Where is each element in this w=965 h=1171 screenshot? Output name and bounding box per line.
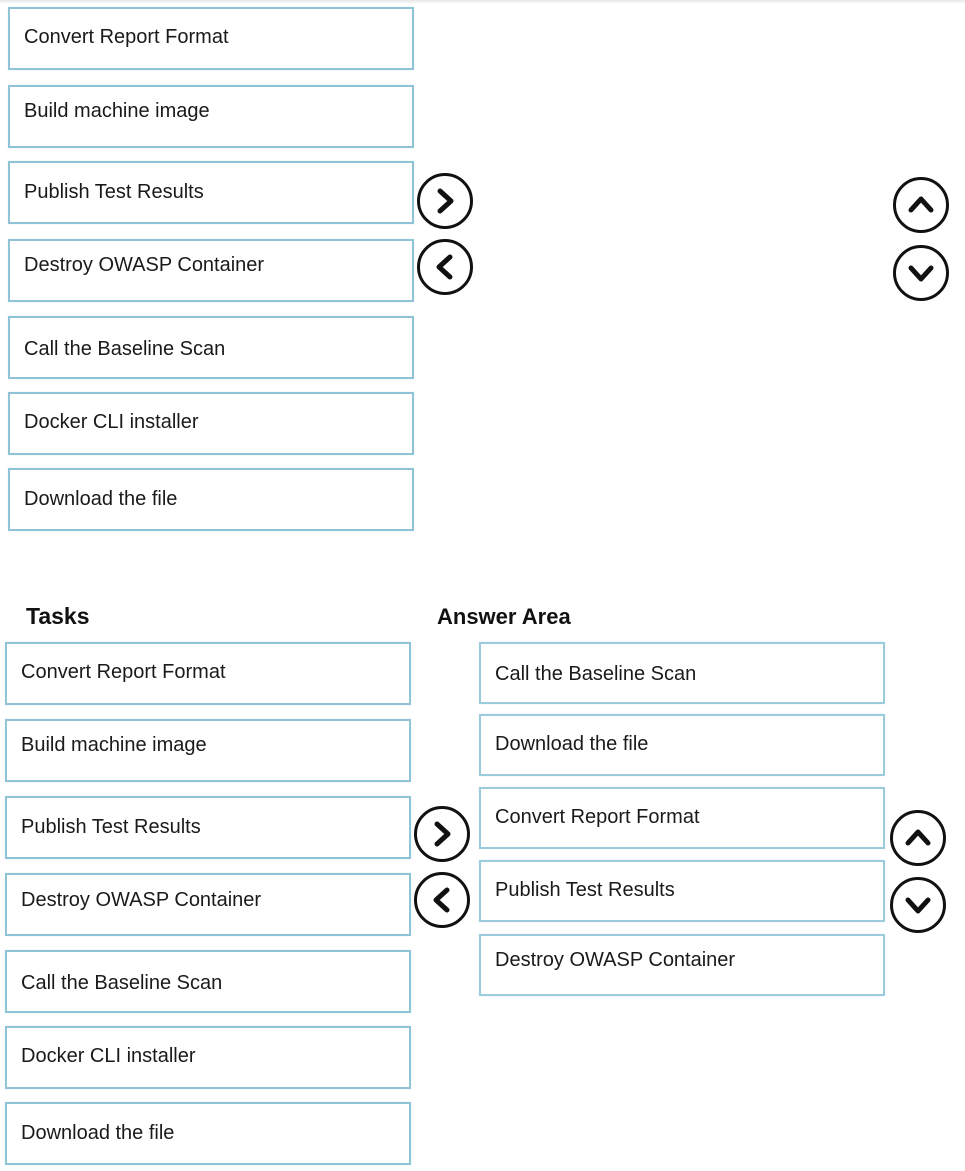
task-label: Download the file bbox=[21, 1122, 175, 1144]
move-right-button[interactable] bbox=[414, 806, 470, 862]
move-up-button[interactable] bbox=[893, 177, 949, 233]
task-item[interactable] bbox=[5, 719, 411, 782]
answer-label: Call the Baseline Scan bbox=[495, 663, 697, 685]
chevron-right-icon bbox=[417, 809, 467, 859]
answer-label: Destroy OWASP Container bbox=[495, 949, 736, 971]
top-edge-shade bbox=[0, 0, 965, 4]
move-up-button[interactable] bbox=[890, 810, 946, 866]
task-item[interactable] bbox=[8, 7, 414, 70]
task-item[interactable] bbox=[8, 85, 414, 148]
task-label: Call the Baseline Scan bbox=[24, 338, 226, 360]
task-item[interactable] bbox=[8, 161, 414, 224]
task-label: Docker CLI installer bbox=[21, 1045, 196, 1067]
answer-item[interactable] bbox=[479, 787, 885, 849]
task-item[interactable] bbox=[8, 392, 414, 455]
task-label: Call the Baseline Scan bbox=[21, 972, 223, 994]
task-item[interactable] bbox=[8, 316, 414, 379]
task-label: Convert Report Format bbox=[24, 26, 229, 48]
task-label: Convert Report Format bbox=[21, 661, 226, 683]
answer-item[interactable] bbox=[479, 714, 885, 776]
task-item[interactable] bbox=[8, 239, 414, 302]
chevron-up-icon bbox=[893, 813, 943, 863]
answer-item[interactable] bbox=[479, 934, 885, 996]
task-label: Publish Test Results bbox=[21, 816, 201, 838]
task-item[interactable] bbox=[5, 1026, 411, 1089]
chevron-down-icon bbox=[893, 880, 943, 930]
chevron-left-icon bbox=[420, 242, 470, 292]
task-label: Build machine image bbox=[21, 734, 207, 756]
move-down-button[interactable] bbox=[893, 245, 949, 301]
task-label: Docker CLI installer bbox=[24, 411, 199, 433]
answer-area-heading: Answer Area bbox=[437, 604, 571, 629]
task-item[interactable] bbox=[5, 796, 411, 859]
chevron-right-icon bbox=[420, 176, 470, 226]
move-left-button[interactable] bbox=[414, 872, 470, 928]
task-item[interactable] bbox=[5, 950, 411, 1013]
chevron-left-icon bbox=[417, 875, 467, 925]
task-label: Build machine image bbox=[24, 100, 210, 122]
chevron-down-icon bbox=[896, 248, 946, 298]
chevron-up-icon bbox=[896, 180, 946, 230]
answer-item[interactable] bbox=[479, 642, 885, 704]
task-item[interactable] bbox=[5, 873, 411, 936]
answer-item[interactable] bbox=[479, 860, 885, 922]
move-right-button[interactable] bbox=[417, 173, 473, 229]
answer-label: Download the file bbox=[495, 733, 649, 755]
task-label: Publish Test Results bbox=[24, 181, 204, 203]
task-label: Destroy OWASP Container bbox=[24, 254, 265, 276]
task-label: Destroy OWASP Container bbox=[21, 889, 262, 911]
task-label: Download the file bbox=[24, 488, 178, 510]
answer-label: Publish Test Results bbox=[495, 879, 675, 901]
move-down-button[interactable] bbox=[890, 877, 946, 933]
task-item[interactable] bbox=[5, 1102, 411, 1165]
answer-label: Convert Report Format bbox=[495, 806, 700, 828]
move-left-button[interactable] bbox=[417, 239, 473, 295]
task-item[interactable] bbox=[5, 642, 411, 705]
task-item[interactable] bbox=[8, 468, 414, 531]
tasks-heading: Tasks bbox=[26, 603, 90, 629]
